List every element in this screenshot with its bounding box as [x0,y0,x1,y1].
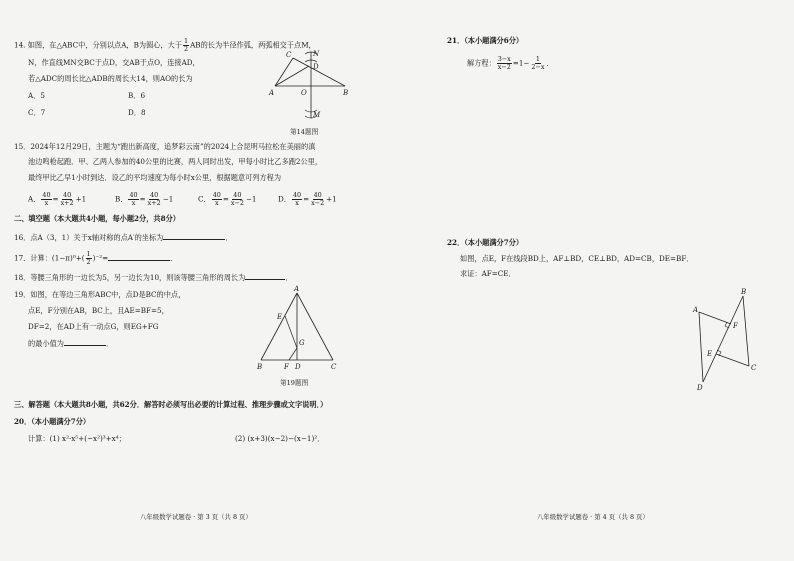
q14-label-d: D [313,63,319,71]
q15-line3: 最终甲比乙早1小时到达．设乙的平均速度为每小时x公里，根据题意可列方程为 [28,173,282,182]
q18: 18．等腰三角形的一边长为5，另一边长为10，则该等腰三角形的周长为 ． [14,273,293,282]
q19-label-d: D [295,363,301,371]
q22-head: 22．（本小题满分7分） [447,238,524,247]
q22-label-c: C [751,364,757,372]
q19-line4: 的最小值为 ． [28,339,114,348]
q14-label-b: B [343,89,349,97]
q19-line1: 19．如图，在等边三角形ABC中，点D是BC的中点， [14,290,186,299]
q14-option-d: D．8 [128,108,146,117]
q19-blank[interactable] [64,338,106,346]
q19-label-f: F [284,363,289,371]
q14-option-a: A．5 [28,91,45,100]
q20-part2: (2) (x+3)(x−2)−(x−1)²． [235,434,325,443]
q15-line1: 15．2024年12月29日，主题为“跑出新高度，追梦彩云南”的2024上合昆明马拉松在美丽的滇 [14,142,316,151]
q20-part1: 计算：(1) x²·x⁵+(−x²)³+x⁴； [28,434,126,443]
section-fill-in-heading: 二、填空题（本大题共4小题，每小题2分，共8分） [14,214,180,223]
q17: 17．计算：(1−π)⁰+( $\frac{1}{2}$ )⁻²= ． [14,250,178,266]
q19-label-g: G [299,339,305,347]
q22-label-f: F [733,322,738,330]
q22-label-b: B [741,288,747,296]
q14-label-m: M [313,111,321,119]
section-answer-heading: 三、解答题（本大题共8小题，共62分．解答时必须写出必要的计算过程、推理步骤或文字说明．） [14,400,328,409]
q19-label-e: E [277,313,283,321]
q16: 16．点A（3，1）关于x轴对称的点A′的坐标为 ． [14,233,233,242]
q22-label-a: A [693,306,699,314]
q14-figure [265,50,355,125]
right-page-footer: 八年级数学试题卷 · 第 4 页（共 8 页） [537,513,649,521]
q22-label-e: E [707,350,713,358]
q18-blank[interactable] [245,272,285,280]
q15-option-d: D． $\frac{40}{x}$ = $\frac{40}{x-2}$ +1 [278,191,337,207]
q15-line2: 池边鸣枪起跑．甲、乙两人参加的40公里的比赛，两人同时出发，甲每小时比乙多跑2公里， [28,157,323,166]
q22-figure [687,288,767,393]
q14-line1: 14. 如图，在△ABC中，分别以点A，B为圆心，大于 $\frac{1}{2}$ AB的长为半径作弧，两弧相交于点M， [14,37,316,53]
q22-label-d: D [697,384,703,392]
q14-label-n: N [313,50,320,58]
q20-head: 20．（本小题满分7分） [14,417,91,426]
q15-option-a: A． $\frac{40}{x}$ = $\frac{40}{x+2}$ +1 [28,191,87,207]
q15-option-c: C． $\frac{40}{x}$ = $\frac{40}{x-2}$ −1 [198,191,257,207]
q15-option-b: B． $\frac{40}{x}$ = $\frac{40}{x+2}$ −1 [115,191,174,207]
q14-label-c: C [286,51,292,59]
q14-option-b: B．6 [128,91,146,100]
q19-label-b: B [257,363,263,371]
q17-blank[interactable] [108,253,170,261]
q14-line3: 若△ADC的周长比△ADB的周长大14，则AO的长为 [28,74,193,83]
q14-line2: N，作直线MN交BC于点D，交AB于点O，连接AD， [28,58,200,67]
q14-label-a: A [269,89,275,97]
q22-line2: 求证：AF=CE． [460,269,516,278]
q14-label-o: O [301,89,307,97]
q21-equation: 解方程： $\frac{3-x}{x-2}$ =1− $\frac{1}{2-x}$ ． [467,55,554,71]
right-page [397,0,794,561]
q19-line2: 点E，F分别在AB，BC上，且AE=BF=5， [28,306,169,315]
q19-figure [255,285,345,373]
q22-line1: 如图，点E，F在线段BD上，AF⊥BD，CE⊥BD，AD=CB，DE=BF． [460,254,694,263]
q16-blank[interactable] [163,232,225,240]
q19-line3: DF=2，在AD上有一动点G，则EG+FG [28,322,159,331]
q14-fraction: $\frac{1}{2}$ [184,37,189,53]
q19-label-c: C [331,363,337,371]
q19-figure-caption: 第19题图 [280,379,309,387]
left-page-footer: 八年级数学试题卷 · 第 3 页（共 8 页） [140,513,252,521]
q14-option-c: C．7 [28,108,46,117]
q21-head: 21．（本小题满分6分） [447,36,524,45]
q19-label-a: A [294,285,300,293]
q14-figure-caption: 第14题图 [290,128,319,136]
